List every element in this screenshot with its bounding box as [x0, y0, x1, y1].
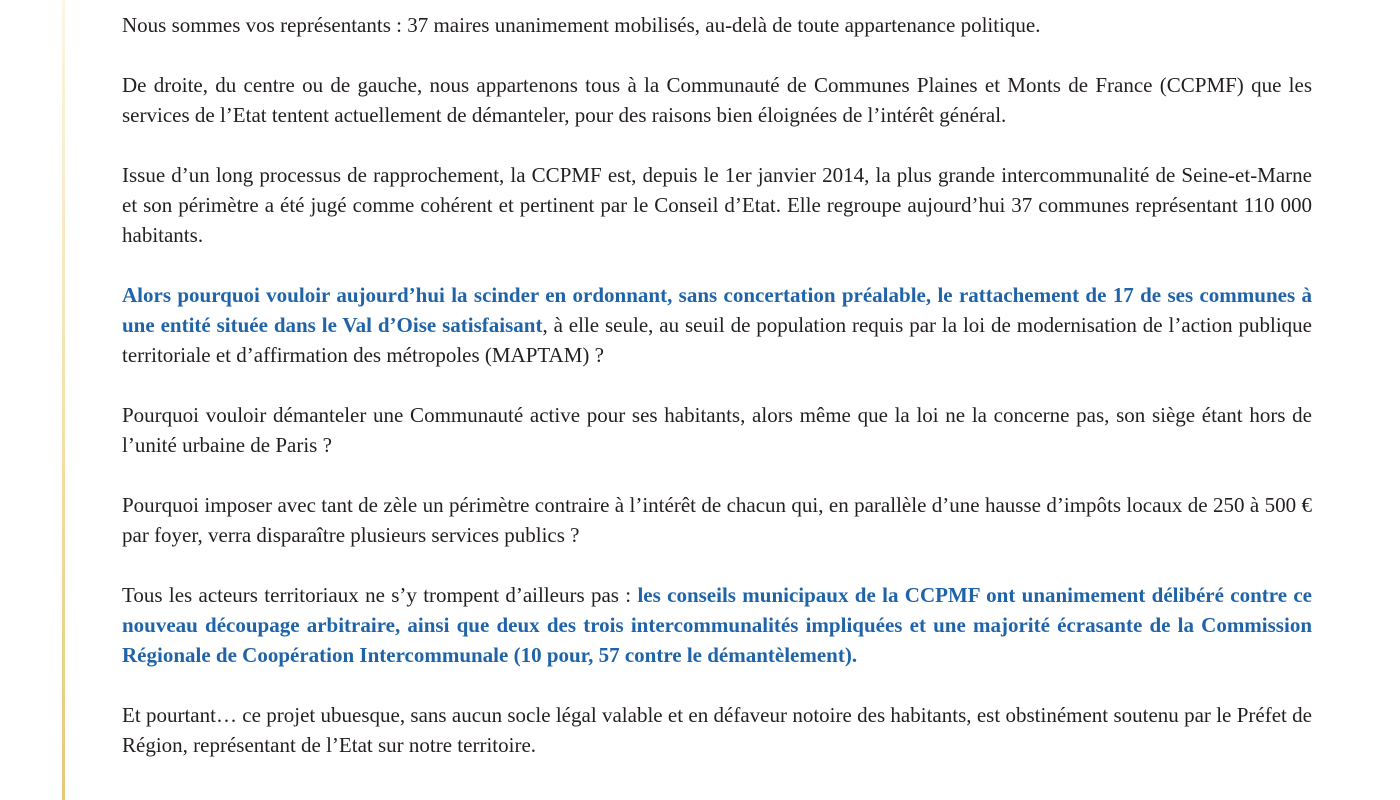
- paragraph-why-dismantle: [122, 400, 1312, 460]
- paragraph-why-impose: [122, 490, 1312, 550]
- paragraph-representatives: [122, 10, 1312, 40]
- highlighted-text: les conseils municipaux de la CCPMF ont unanimement délibéré contre ce nouveau découpage arbitraire, ainsi que deux des trois intercommunalités impliquées et une majorité écrasante de la Commission Régionale de Coopération Intercommunale (10 pour, 57 contre le démantèlement).: [122, 583, 1312, 667]
- paragraph-text: Nous sommes vos représentants : 37 maires unanimement mobilisés, au-delà de toute appartenance politique.: [122, 13, 1041, 37]
- paragraph-text: Pourquoi imposer avec tant de zèle un périmètre contraire à l’intérêt de chacun qui, en parallèle d’une hausse d’impôts locaux de 250 à 500 € par foyer, verra disparaître plusieurs services publics ?: [122, 493, 1312, 547]
- paragraph-text: , à elle seule, au seuil de population requis par la loi de modernisation de l’action publique territoriale et d’affirmation des métropoles (MAPTAM) ?: [122, 313, 1313, 367]
- paragraph-ccpmf-history: [122, 160, 1312, 250]
- paragraph-text: Pourquoi vouloir démanteler une Communauté active pour ses habitants, alors même que la loi ne la concerne pas, son siège étant hors de l’unité urbaine de Paris ?: [122, 403, 1312, 457]
- paragraph-text: De droite, du centre ou de gauche, nous appartenons tous à la Communauté de Communes Plaines et Monts de France (CCPMF) que les services de l’Etat tentent actuellement de démanteler, pour des raisons bien éloignées de l’intérêt général.: [122, 73, 1312, 127]
- letter-body: [122, 10, 1312, 790]
- paragraph-prefect: [122, 700, 1312, 760]
- paragraph-text: Et pourtant… ce projet ubuesque, sans aucun socle légal valable et en défaveur notoire des habitants, est obstinément soutenu par le Préfet de Région, représentant de l’Etat sur notre territoire.: [122, 703, 1312, 757]
- highlighted-text: Alors pourquoi vouloir aujourd’hui la scinder en ordonnant, sans concertation préalable, le rattachement de 17 de ses communes à une entité située dans le Val d’Oise satisfaisant: [122, 283, 1312, 337]
- paragraph-territorial-actors: [122, 580, 1312, 670]
- paragraph-text: Tous les acteurs territoriaux ne s’y trompent d’ailleurs pas :: [122, 583, 638, 607]
- paragraph-why-split: [122, 280, 1312, 370]
- left-decorative-rule: [62, 0, 65, 800]
- paragraph-ccpmf-membership: [122, 70, 1312, 130]
- paragraph-text: Issue d’un long processus de rapprochement, la CCPMF est, depuis le 1er janvier 2014, la plus grande intercommunalité de Seine-et-Marne et son périmètre a été jugé comme cohérent et pertinent par le Conseil d’Etat. Elle regroupe aujourd’hui 37 communes représentant 110 000 habitants.: [122, 163, 1312, 247]
